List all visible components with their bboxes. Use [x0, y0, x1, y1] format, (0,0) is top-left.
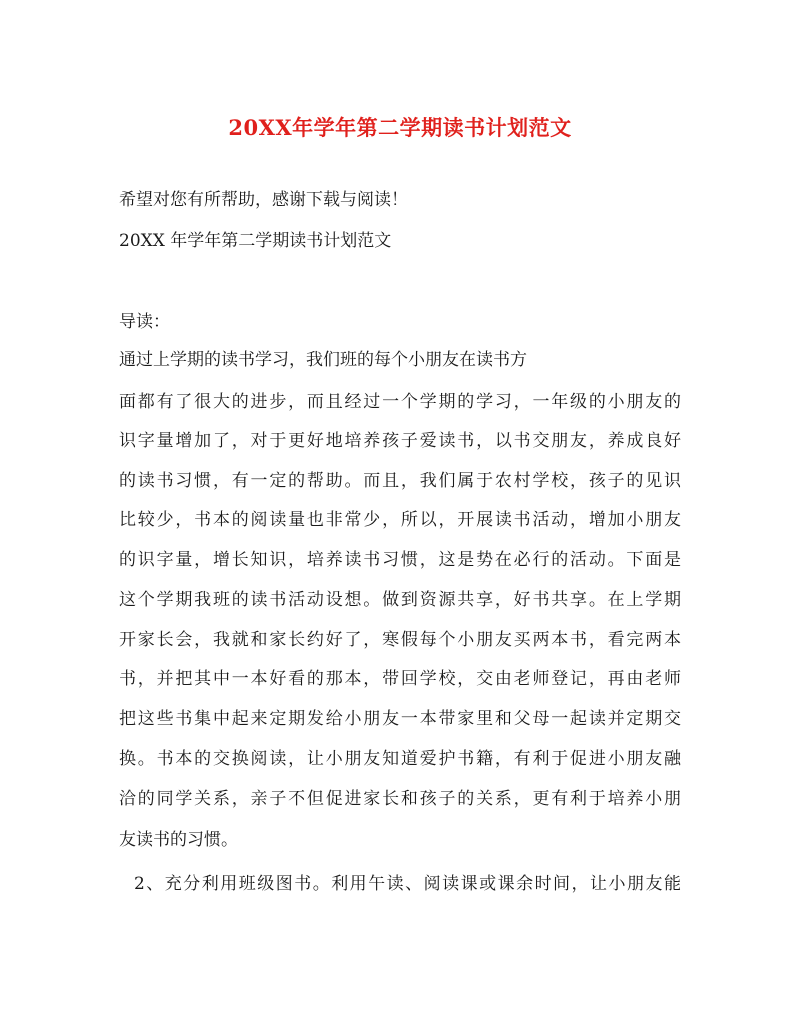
body-line: 面都有了很大的进步，而且经过一个学期的学习，一年级的小朋友的 [119, 392, 681, 412]
document-title: 20XX年学年第二学期读书计划范文 [228, 115, 572, 140]
body-line: 的识字量，增长知识，培养读书习惯，这是势在必行的活动。下面是 [119, 550, 681, 570]
body-line: 洽的同学关系，亲子不但促进家长和孩子的关系，更有利于培养小朋 [119, 789, 681, 809]
body-line: 的读书习惯，有一定的帮助。而且，我们属于农村学校，孩子的见识 [119, 471, 681, 491]
body-line: 书，并把其中一本好看的那本，带回学校，交由老师登记，再由老师 [119, 669, 681, 689]
body-line: 比较少，书本的阅读量也非常少，所以，开展读书活动，增加小朋友 [119, 510, 681, 530]
body-line: 这个学期我班的读书活动设想。做到资源共享，好书共享。在上学期 [119, 590, 681, 610]
body-line: 开家长会，我就和家长约好了，寒假每个小朋友买两本书，看完两本 [119, 630, 681, 650]
body-line: 识字量增加了，对于更好地培养孩子爱读书，以书交朋友，养成良好 [119, 431, 681, 451]
intro-line-thanks: 希望对您有所帮助，感谢下载与阅读！ [119, 190, 408, 210]
item-2-line: 2、充分利用班级图书。利用午读、阅读课或课余时间，让小朋友能 [134, 874, 681, 894]
body-line: 友读书的习惯。 [119, 830, 238, 850]
body-line: 把这些书集中起来定期发给小朋友一本带家里和父母一起读并定期交 [119, 709, 681, 729]
section-label-guide: 导读： [119, 312, 170, 332]
body-line: 换。书本的交换阅读，让小朋友知道爱护书籍，有利于促进小朋友融 [119, 749, 681, 769]
body-line: 通过上学期的读书学习，我们班的每个小朋友在读书方 [119, 350, 527, 370]
intro-line-subtitle: 20XX 年学年第二学期读书计划范文 [119, 231, 392, 251]
